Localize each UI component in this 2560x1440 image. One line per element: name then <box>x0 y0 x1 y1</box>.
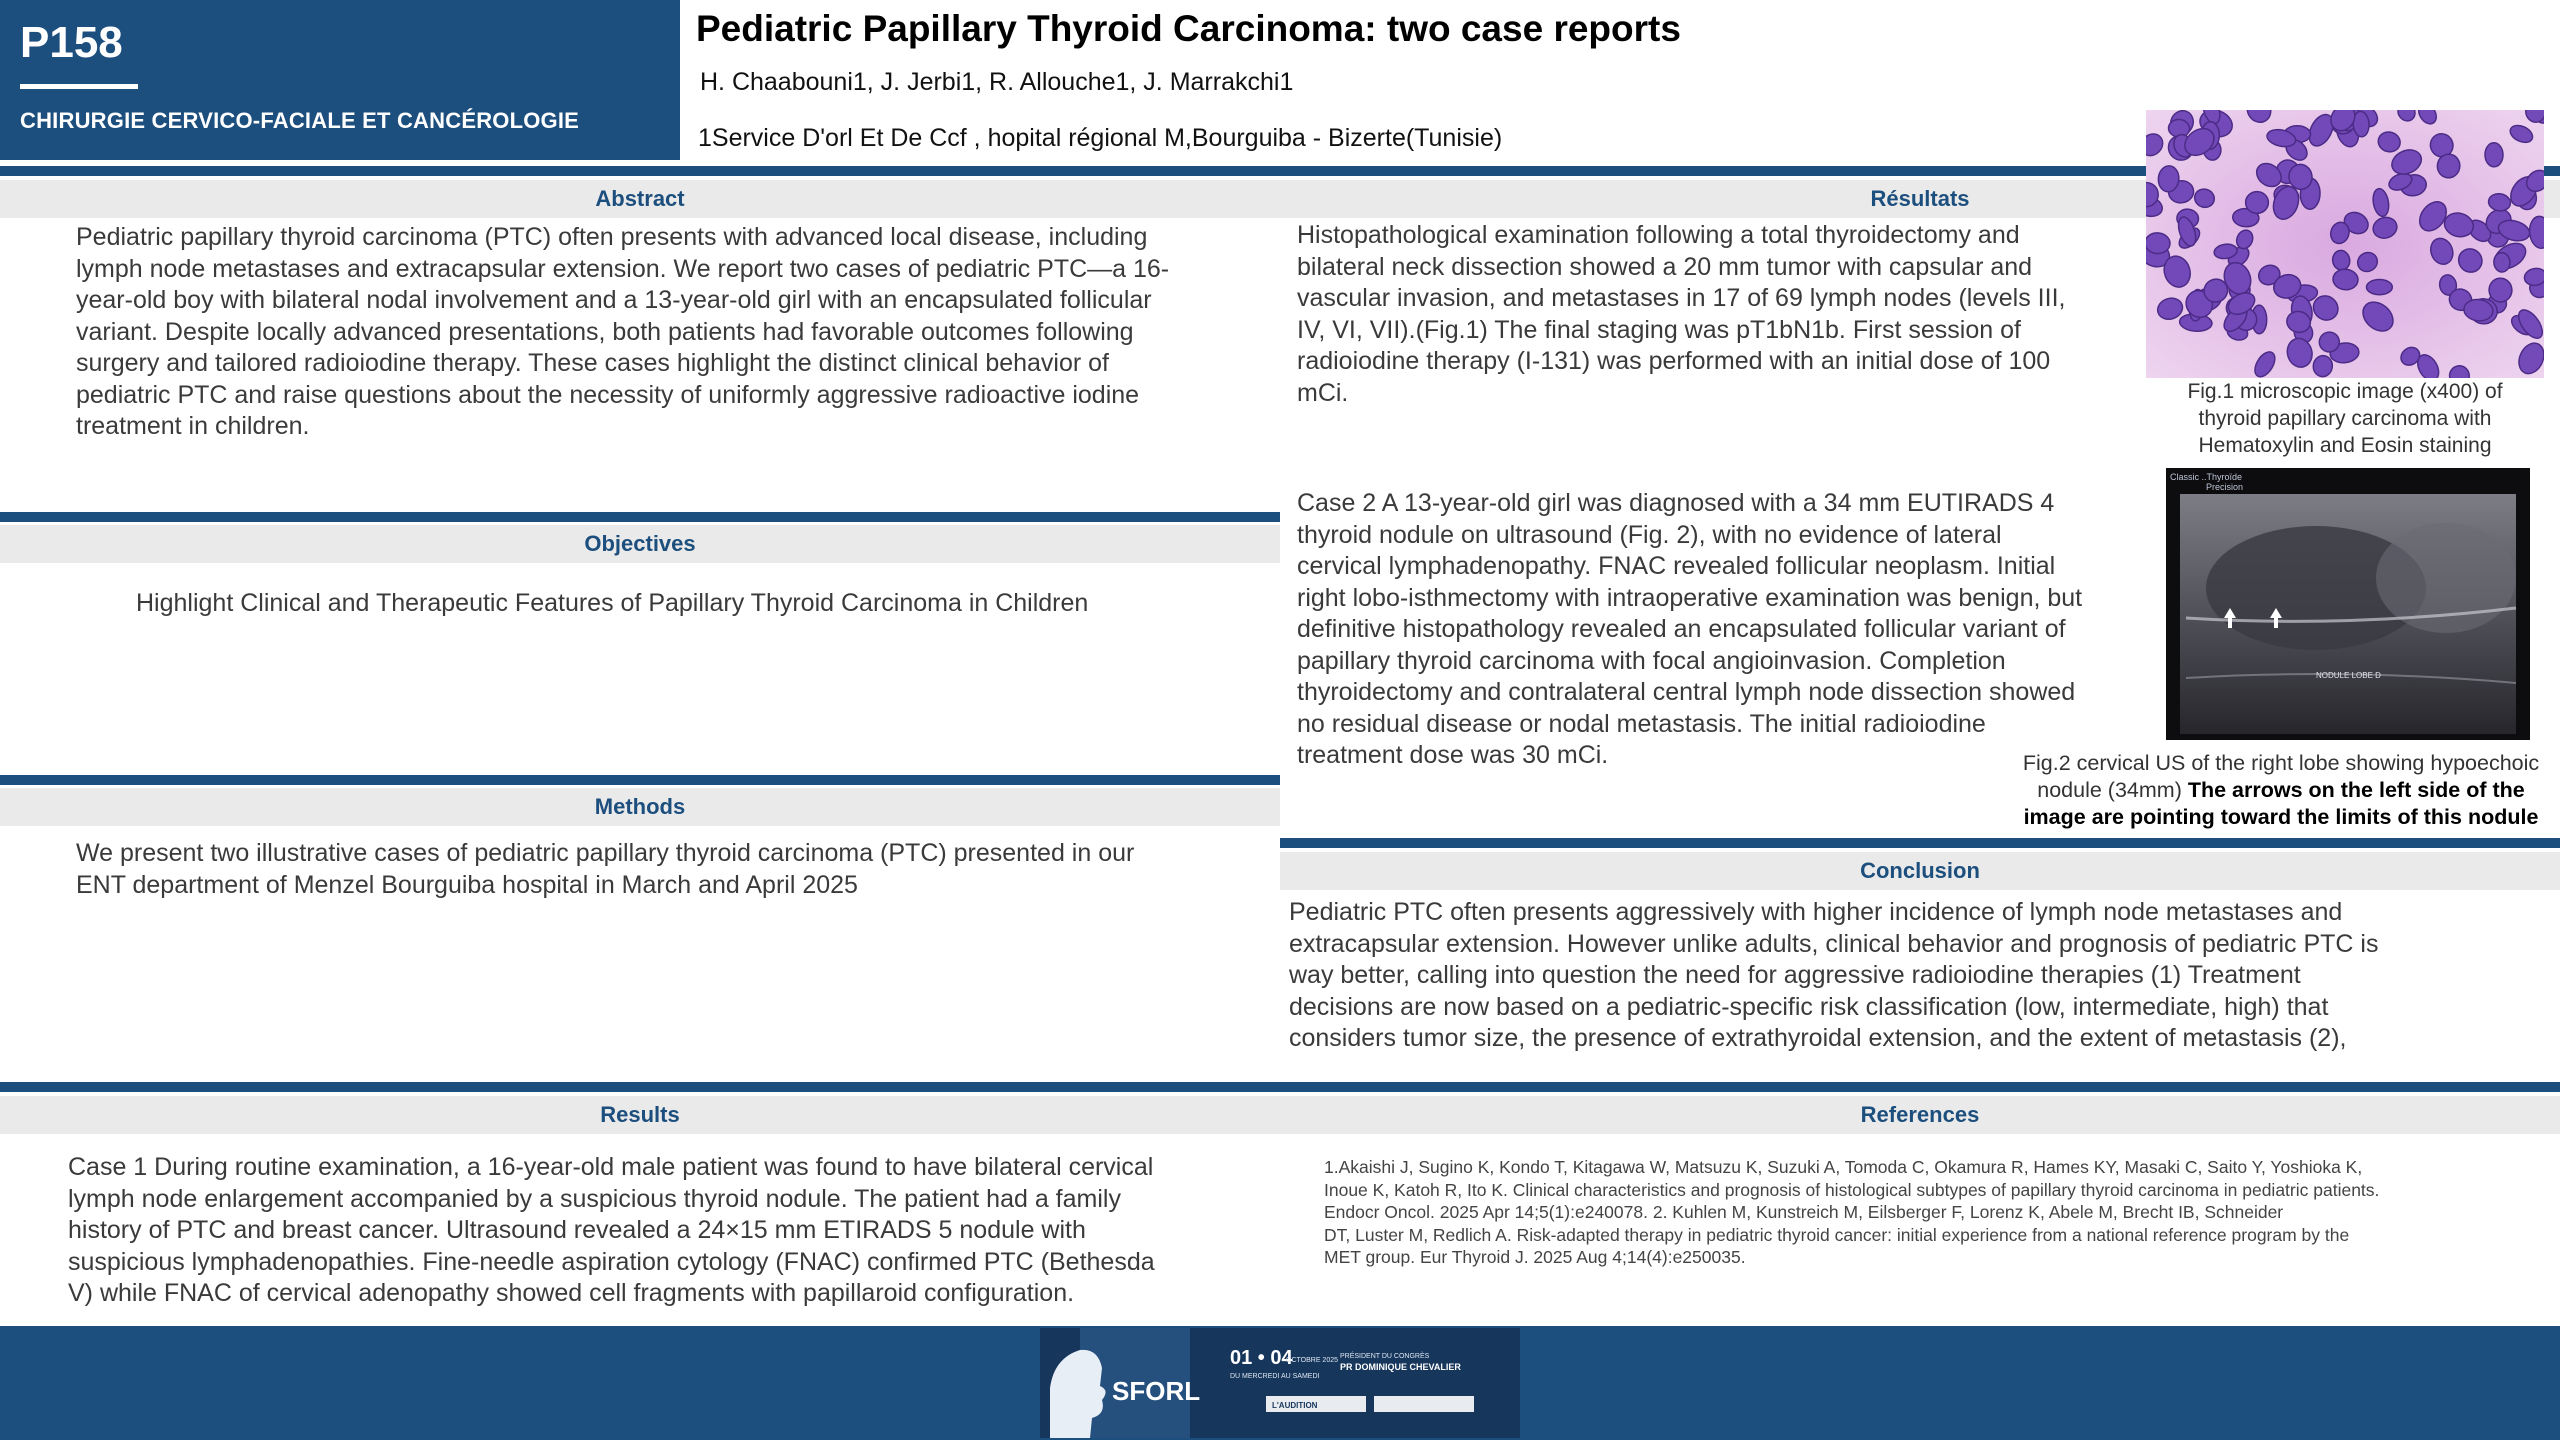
partner-logo: L'AUDITION <box>1272 1401 1318 1410</box>
cell-nucleus <box>2245 191 2269 214</box>
section-header-references: References <box>1280 1096 2560 1134</box>
reference-line: Inoue K, Katoh R, Ito K. Clinical characteristics and prognosis of histological subtypes of papillary thyroid carcinoma in pediatric patients. <box>1324 1179 2380 1200</box>
methods-text <box>76 838 1266 901</box>
methods-divider-bar <box>0 775 1280 785</box>
poster-affiliation: 1Service D'orl Et De Ccf , hopital régional M,Bourguiba - Bizerte(Tunisie) <box>698 124 1503 152</box>
section-header-results: Results <box>0 1096 1280 1134</box>
results-case1-text <box>68 1152 1268 1310</box>
microscopy-image <box>2146 110 2544 378</box>
references-text <box>1324 1156 2554 1269</box>
sforl-logo: SFORL <box>1112 1376 1201 1406</box>
congress-dates: 01 • 04 <box>1230 1347 1293 1369</box>
objectives-text: Highlight Clinical and Therapeutic Features of Papillary Thyroid Carcinoma in Children <box>136 589 1089 617</box>
conclusion-line: considers tumor size, the presence of extrathyroidal extension, and the extent of metastasis (2), <box>1289 1024 2347 1052</box>
results-line: suspicious lymphadenopathies. Fine-needle aspiration cytology (FNAC) confirmed PTC (Bethesda <box>68 1247 1155 1276</box>
abstract-text <box>76 222 1266 443</box>
us-brand-label: Precision <box>2206 482 2244 492</box>
congress-banner <box>1040 1328 1520 1438</box>
resultats-line: radioiodine therapy (I-131) was performed with an initial dose of 100 <box>1297 347 2051 375</box>
resultats-line: right lobo-isthmectomy with intraoperative examination was benign, but <box>1297 583 2083 612</box>
caption-line: Fig.2 cervical US of the right lobe showing hypoechoic <box>2022 751 2540 775</box>
reference-line: Endocr Oncol. 2025 Apr 14;5(1):e240078. 2. Kuhlen M, Kunstreich M, Eilsberger F, Lorenz K, Abele M, Brecht IB, Schneider <box>1324 1202 2284 1222</box>
resultats-line: definitive histopathology revealed an encapsulated follicular variant of <box>1297 615 2066 643</box>
resultats-line: no residual disease or nodal metastasis. The initial radioiodine <box>1297 709 1986 738</box>
conclusion-text <box>1289 897 2549 1055</box>
results-line: Case 1 During routine examination, a 16-year-old male patient was found to have bilateral cervical <box>68 1153 1154 1181</box>
caption-line: Fig.1 microscopic image (x400) of <box>2187 380 2503 403</box>
poster-code: P158 <box>20 18 123 67</box>
section-header-resultats: Résultats <box>1280 180 2560 218</box>
caption-bold-span: image are pointing toward the limits of this nodule <box>2023 805 2539 829</box>
resultats-line: Case 2 A 13-year-old girl was diagnosed with a 34 mm EUTIRADS 4 <box>1297 489 2055 517</box>
caption-line <box>2006 804 2556 831</box>
resultats-line: treatment dose was 30 mCi. <box>1297 741 1609 769</box>
figure-2-ultrasound <box>2166 468 2530 740</box>
figure-1-microscopy <box>2146 110 2544 378</box>
arrow-shaft <box>2274 618 2278 628</box>
resultats-line: vascular invasion, and metastases in 17 of 69 lymph nodes (levels III, <box>1297 284 2066 312</box>
abstract-line: treatment in children. <box>76 412 310 440</box>
cell-nucleus <box>2367 280 2393 295</box>
conclusion-line: extracapsular extension. However unlike adults, clinical behavior and prognosis of pediatric PTC is <box>1289 929 2379 958</box>
conclusion-line: decisions are now based on a pediatric-specific risk classification (low, intermediate, high) that <box>1289 992 2329 1021</box>
abstract-line: Pediatric papillary thyroid carcinoma (PTC) often presents with advanced local disease, including <box>76 223 1148 251</box>
president-name: PR DOMINIQUE CHEVALIER <box>1340 1362 1461 1372</box>
resultats-line: mCi. <box>1297 378 1349 407</box>
resultats-line: IV, VI, VII).(Fig.1) The final staging was pT1bN1b. First session of <box>1297 315 2021 344</box>
resultats-line: cervical lymphadenopathy. FNAC revealed follicular neoplasm. Initial <box>1297 552 2056 580</box>
resultats-line: thyroidectomy and contralateral central lymph node dissection showed <box>1297 678 2076 706</box>
resultats-line: bilateral neck dissection showed a 20 mm tumor with capsular and <box>1297 252 2033 281</box>
poster-authors: H. Chaabouni1, J. Jerbi1, R. Allouche1, J. Marrakchi1 <box>700 68 1294 96</box>
section-header-methods: Methods <box>0 788 1280 826</box>
resultats-case1-text <box>1297 220 2147 409</box>
abstract-line: lymph node metastases and extracapsular extension. We report two cases of pediatric PTC—a 16- <box>76 254 1170 283</box>
resultats-case2-text <box>1297 488 2157 772</box>
caption-bold-span: The arrows on the left side of the <box>2187 778 2525 802</box>
conclusion-divider-bar <box>1280 838 2560 848</box>
resultats-line: Histopathological examination following a total thyroidectomy and <box>1297 221 2020 249</box>
reference-line: 1.Akaishi J, Sugino K, Kondo T, Kitagawa W, Matsuzu K, Suzuki A, Tomoda C, Okamura R, Hames KY, Masaki C, Saito Y, Yoshioka K, <box>1324 1157 2363 1177</box>
resultats-line: papillary thyroid carcinoma with focal angioinvasion. Completion <box>1297 646 2006 675</box>
poster-badge <box>0 0 680 160</box>
caption-line <box>2006 777 2556 804</box>
methods-line: ENT department of Menzel Bourguiba hospital in March and April 2025 <box>76 870 858 899</box>
abstract-line: year-old boy with bilateral nodal involvement and a 13-year-old girl with an encapsulated follicular <box>76 286 1152 314</box>
reference-line: DT, Luster M, Redlich A. Risk-adapted therapy in pediatric thyroid cancer: initial experience from a national reference program by the <box>1324 1224 2350 1245</box>
results-line: lymph node enlargement accompanied by a suspicious thyroid nodule. The patient had a family <box>68 1184 1121 1213</box>
section-header-objectives: Objectives <box>0 525 1280 563</box>
objectives-divider-bar <box>0 512 1280 522</box>
department-label: CHIRURGIE CERVICO-FACIALE ET CANCÉROLOGIE <box>20 108 580 133</box>
bottom-divider-bar <box>0 1082 2560 1092</box>
president-title: PRÉSIDENT DU CONGRÈS <box>1340 1353 1430 1360</box>
us-header-label: Classic ..Thyroïde <box>2170 472 2243 482</box>
ultrasound-image <box>2166 468 2530 740</box>
conclusion-line: way better, calling into question the need for aggressive radioiodine therapies (1) Treatment <box>1289 961 2301 989</box>
cell-nucleus <box>2485 143 2503 167</box>
figure-1-caption <box>2140 378 2550 459</box>
poster-title: Pediatric Papillary Thyroid Carcinoma: two case reports <box>696 8 1681 49</box>
resultats-line: thyroid nodule on ultrasound (Fig. 2), with no evidence of lateral <box>1297 520 2002 549</box>
methods-line: We present two illustrative cases of pediatric papillary thyroid carcinoma (PTC) presented in our <box>76 839 1135 867</box>
section-header-abstract: Abstract <box>0 180 1280 218</box>
congress-month: OCTOBRE 2025 <box>1286 1357 1339 1364</box>
us-nodule-label: NODULE LOBE D <box>2316 671 2381 680</box>
congress-banner-art <box>1040 1328 1520 1438</box>
caption-line: thyroid papillary carcinoma with <box>2198 407 2492 430</box>
cell-nucleus <box>2493 252 2510 272</box>
caption-line: Hematoxylin and Eosin staining <box>2198 434 2492 457</box>
badge-divider <box>20 84 138 89</box>
figure-2-caption <box>2006 750 2556 831</box>
abstract-line: surgery and tailored radioiodine therapy. These cases highlight the distinct clinical behavior of <box>76 349 1110 377</box>
abstract-line: pediatric PTC and raise questions about the necessity of uniformly aggressive radioactive iodine <box>76 380 1140 409</box>
results-line: history of PTC and breast cancer. Ultrasound revealed a 24×15 mm ETIRADS 5 nodule with <box>68 1216 1086 1244</box>
congress-days: DU MERCREDI AU SAMEDI <box>1230 1373 1320 1380</box>
abstract-line: variant. Despite locally advanced presentations, both patients had favorable outcomes following <box>76 317 1134 346</box>
caption-span: nodule (34mm) <box>2037 778 2188 802</box>
results-line: V) while FNAC of cervical adenopathy showed cell fragments with papillaroid configuration. <box>68 1279 1075 1307</box>
partner-logo-box-2 <box>1374 1396 1474 1412</box>
conclusion-line: Pediatric PTC often presents aggressively with higher incidence of lymph node metastases and <box>1289 898 2343 926</box>
arrow-shaft <box>2228 618 2232 628</box>
cell-nucleus <box>2146 232 2171 254</box>
section-header-conclusion: Conclusion <box>1280 852 2560 890</box>
reference-line: MET group. Eur Thyroid J. 2025 Aug 4;14(4):e250035. <box>1324 1247 1746 1267</box>
